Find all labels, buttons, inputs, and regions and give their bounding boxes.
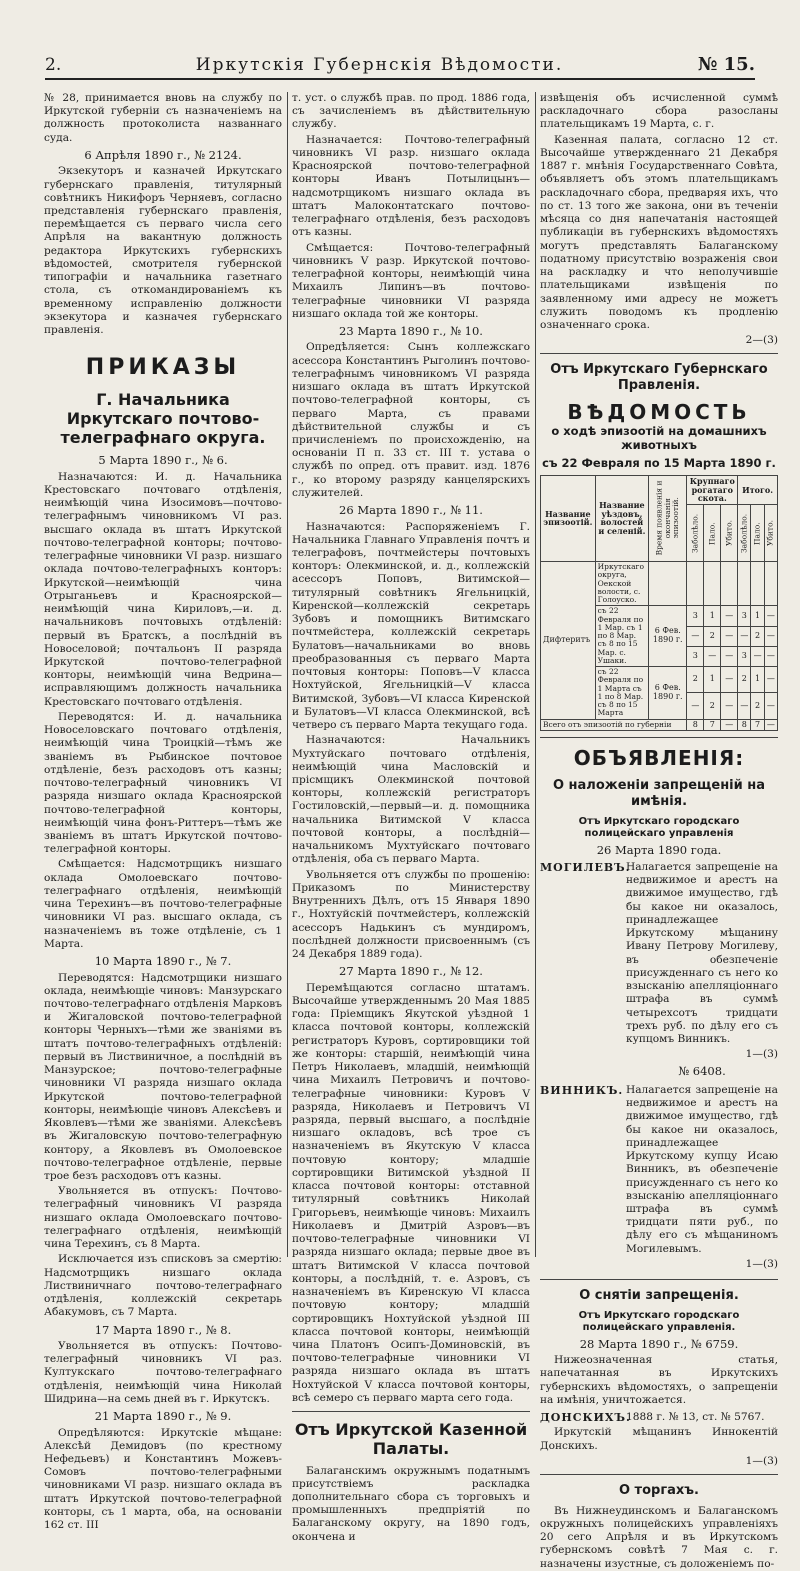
table-cell: — (721, 626, 738, 646)
section-subheading: О наложеніи запрещеній на имѣнія. (552, 778, 766, 810)
table-header: Время появленія и окончанія эпизоотій. (649, 475, 687, 561)
table-cell: Дифтеритъ (541, 562, 596, 720)
paragraph: Увольняется въ отпускъ: Почтово-телеграфный чиновникъ VI разряда низшаго оклада Омолоевскаго почтово-телеграфнаго отдѣленія, неимѣющій чина Терехинъ, съ 8 Марта. (44, 1185, 282, 1251)
table-cell (704, 562, 721, 606)
announcement-name: ВИННИКЪ. (540, 1083, 624, 1097)
table-header: Пало. (751, 505, 764, 562)
announcement-text: Налагается запрещеніе на недвижимое и арестъ на движимое имущество, гдѣ бы какое ни оказалось, принадлежащее Иркутскому купцу Исаю Винникъ, въ обезпеченіе присужденнаго съ него ко взысканію апелляціоннаго штрафа въ суммѣ тридцати пяти руб., по дѣлу его съ мѣщаниномъ Могилевымъ. (626, 1083, 778, 1255)
table-cell (764, 562, 777, 606)
table-row (541, 562, 778, 606)
section-heading: ОБЪЯВЛЕНІЯ: (573, 746, 745, 771)
table-cell: 3 (738, 646, 751, 666)
paragraph: Увольняется въ отпускъ: Почтово-телеграфный чиновникъ VI раз. Култукскаго почтово-телеграфнаго отдѣленія, неимѣющій чина Николай Шидрина—на семь дней въ г. Иркутскъ. (44, 1339, 282, 1405)
paragraph: Опредѣляется: Сынъ коллежскаго асессора Константинъ Рыголинъ почтово-телеграфнымъ чиновникомъ VI разряда низшаго оклада въ штатъ Иркутской почтово-телеграфной конторы, съ перваго Марта, съ правами дѣйствительной службы и съ причисленіемъ по происхожденію, на основаніи П п. 33 ст. III т. устава о службѣ по опред. отъ правит. изд. 1876 г., ко второму разряду канцелярскихъ служителей. (292, 341, 530, 499)
table-cell: — (764, 626, 777, 646)
paragraph: Назначается: Почтово-телеграфный чиновникъ VI разр. низшаго оклада Красноярской почтово-телеграфной конторы Иванъ Потылицынъ—надсмотрщикомъ низшаго оклада въ штатъ Малоконтатскаго почтово-телеграфнаго отдѣленія, безъ расходовъ отъ казны. (292, 133, 530, 239)
table-header: Название уѣздовъ, волостей и селеній. (595, 475, 649, 561)
paragraph: Назначаются: Распоряженіемъ Г. Начальника Главнаго Управленія почтъ и телеграфовъ, почтмейстеры почтовыхъ конторъ: Олекминской, и. д., коллежскій асессоръ Поповъ, Витимской—титулярный совѣтникъ Ягельницкій, Киренской—коллежскій секретарь Зубовъ и помощникъ Витимскаго почтмейстера, коллежскій секретарь Булатовъ—начальниками во вновь преобразованныя съ перваго Марта почтовыя конторы: Поповъ—V класса Нохтуйской, Ягельницкій—V класса Витимской, Зубовъ—VI класса Киренской и Булатовъ—VI класса Олекминской, всѣ четверо съ перваго Марта текущаго года. (292, 520, 530, 732)
table-cell: — (764, 667, 777, 693)
table-cell: съ 22 Февраля по 1 Марта съ 1 по 8 Мар. съ 8 по 15 Марта (595, 667, 649, 720)
report-title: ВѢДОМОСТЬ (567, 399, 751, 424)
table-header: Название эпизоотій. (541, 475, 596, 561)
order-date: 10 Марта 1890 г., № 7. (94, 954, 232, 969)
table-cell: 3 (687, 646, 704, 666)
table-cell: — (721, 667, 738, 693)
table-cell: — (738, 693, 751, 719)
announcement (540, 861, 778, 1080)
column-3 (540, 92, 778, 1570)
table-cell: 6 Фев. 1890 г. (649, 667, 687, 720)
column-2 (292, 92, 530, 1543)
table-header: Убито. (721, 505, 738, 562)
divider (540, 353, 778, 354)
ad-date: 28 Марта 1890 г., № 6759. (579, 1336, 739, 1351)
section-subheading: О торгахъ. (618, 1483, 699, 1499)
table-cell: — (721, 646, 738, 666)
table-cell: 1 (704, 667, 721, 693)
order-date: 5 Марта 1890 г., № 6. (98, 453, 228, 468)
table-header: Убито. (764, 505, 777, 562)
paragraph: т. уст. о службѣ прав. по прод. 1886 года, съ зачисленіемъ въ дѣйствительную службу. (292, 92, 530, 131)
table-cell: — (721, 719, 738, 731)
issue-count: 1—(3) (745, 1454, 778, 1467)
paragraph: Смѣщается: Надсмотрщикъ низшаго оклада Омолоевскаго почтово-телеграфнаго отдѣленія, неимѣющій чина Терехинъ—въ почтово-телеграфные чиновники VI раз. высшаго оклада, съ назначеніемъ въ тоже отдѣленіе, съ 1 Марта. (44, 858, 282, 950)
table-cell: 2 (687, 667, 704, 693)
table-cell (649, 562, 687, 606)
paragraph: Смѣщается: Почтово-телеграфный чиновникъ V разр. Иркутской почтово-телеграфной конторы, неимѣющій чина Михаилъ Липинъ—въ почтово-телеграфные чиновники VI разряда низшаго оклада той же конторы. (292, 241, 530, 320)
table-cell: — (687, 693, 704, 719)
table-cell: 2 (738, 667, 751, 693)
page-number: 2. (45, 55, 62, 75)
announcement (540, 1084, 778, 1273)
table-cell: — (687, 626, 704, 646)
paragraph: Экзекуторъ и казначей Иркутскаго губернскаго правленія, титулярный совѣтникъ Никифоръ Черняевъ, согласно представленія губернскаго правленія, перемѣщается съ перваго числа сего Апрѣля на вакантную должность редактора Иркутскихъ губернскихъ вѣдомостей, смотрителя губернской типографіи и начальника газетнаго стола, съ откомандированіемъ къ временному исправленію должности экзекутора и казначея губернскаго правленія. (44, 165, 282, 337)
table-header: Заболѣло. (687, 505, 704, 562)
table-cell: — (721, 606, 738, 626)
table-cell: 7 (704, 719, 721, 731)
paragraph: Казенная палата, согласно 12 ст. Высочайше утвержденнаго 21 Декабря 1887 г. мнѣнія Государственнаго Совѣта, объявляетъ объ этомъ плательщикамъ раскладочнаго сбора, предваряя ихъ, что по ст. 13 того же закона, они въ теченіи мѣсяца со дня напечатанія настоящей публикаціи въ губернскихъ вѣдомостяхъ могутъ представлять Балаганскому податному присутствію возраженія свои на раскладку и что неполучившіе плательщиками извѣщенія по заявленному ими адресу не можетъ служить поводомъ къ продленію означеннаго срока. (540, 133, 778, 331)
column-divider (535, 92, 536, 1257)
table-cell (687, 562, 704, 606)
column-1 (44, 92, 282, 1532)
table-cell: 8 (687, 719, 704, 731)
table-header: Итого. (738, 475, 778, 504)
divider (540, 1474, 778, 1475)
table-cell: — (764, 606, 777, 626)
divider (292, 1411, 530, 1412)
issue-number: № 15. (697, 54, 755, 75)
table-header: Пало. (704, 505, 721, 562)
paragraph: Переводятся: И. д. начальника Новоселовскаго почтоваго отдѣленія, неимѣющій чина Троицкій—тѣмъ же званіемъ въ Рыбинское почтовое отдѣленіе, безъ расходовъ отъ казны; почтово-телеграфный чиновникъ VI разряда низшаго оклада Красноярской почтово-телеграфной конторы, неимѣющій чина фонъ-Риттеръ—тѣмъ же званіемъ въ штатъ Иркутской почтово-телеграфной конторы. (44, 710, 282, 856)
announcement-ref: 1888 г. № 13, ст. № 5767. (626, 1411, 765, 1424)
table-header: Заболѣло. (738, 505, 751, 562)
table-cell: 2 (751, 626, 764, 646)
newspaper-title: Иркутскія Губернскія Вѣдомости. (195, 55, 564, 75)
table-cell (721, 562, 738, 606)
table-cell: 2 (704, 693, 721, 719)
announcement-text: Налагается запрещеніе на недвижимое и арестъ на движимое имущество, гдѣ бы какое ни оказалось, принадлежащее Иркутскому мѣщанину Ивану Петрову Могилеву, въ обезпеченіе присужденнаго съ него ко взысканію апелляціоннаго штрафа въ суммѣ четырехсотъ тридцати трехъ руб. по дѣлу его съ купцомъ Винникъ. (626, 861, 778, 1046)
epizootic-table (540, 475, 778, 732)
table-cell: 1 (704, 606, 721, 626)
table-cell: 6 Фев. 1890 г. (649, 606, 687, 667)
paragraph: Нижеозначенная статья, напечатанная въ Иркутскихъ губернскихъ вѣдомостяхъ, о запрещеніи на имѣнія, уничтожается. (540, 1354, 778, 1406)
issue-count: 1—(3) (745, 1257, 778, 1270)
announcement-name: МОГИЛЕВЪ. (540, 861, 631, 875)
table-total-row (541, 719, 778, 731)
paragraph: Переводятся: Надсмотрщики низшаго оклада, неимѣющіе чиновъ: Манзурскаго почтово-телеграфнаго отдѣленія Марковъ и Жигаловской почтово-телеграфной конторы Черныхъ—тѣми же званіями въ штатъ почтово-телеграфныхъ отдѣленій: первый въ Листвиничное, а послѣдній въ Манзурское; почтово-телеграфные чиновники VI разряда низшаго оклада Иркутской почтово-телеграфной конторы, неимѣющіе чиновъ Алексѣевъ и Яковлевъ—тѣми же званіями. Алексѣевъ въ Жигаловскую почтово-телеграфную контору, а Яковлевъ въ Омолоевское почтово-телеграфное отдѣленіе, первые трое безъ расходовъ отъ казны. (44, 971, 282, 1183)
paragraph: № 28, принимается вновь на службу по Иркутской губерніи съ назначеніемъ на должность протоколиста названнаго суда. (44, 92, 282, 144)
table-cell: съ 22 Февраля по 1 Мар. съ 1 по 8 Мар. съ 8 по 15 Мар. с. Ушаки. (595, 606, 649, 667)
issue-count: 1—(3) (745, 1048, 778, 1061)
section-heading: ПРИКАЗЫ (85, 355, 241, 381)
table-cell: 7 (751, 719, 764, 731)
paragraph: Назначаются: И. д. Начальника Крестовскаго почтоваго отдѣленія, неимѣющій чина Изосимовъ—почтово-телеграфнымъ чиновникомъ VI раз. высшаго оклада въ штатъ Иркутской почтово-телеграфной конторы; почтово-телеграфные чиновники VI разр. низшаго оклада почтово-телеграфныхъ конторъ: Иркутской—неимѣющій чина Отрыганьевъ и Красноярской—неимѣющій чина Кириловъ,—и. д. начальниковъ почтовыхъ отдѣленій: первый въ Братскъ, а послѣдній въ Новоселовой; почтальонъ II разряда Иркутской почтово-телеграфной конторы, неимѣющій чина Ведрина—исправляющимъ должность начальника Крестовскаго почтоваго отдѣленія. (44, 470, 282, 708)
announcement-name: ДОНСКИХЪ. (540, 1411, 631, 1425)
order-date: 26 Марта 1890 г., № 11. (339, 503, 483, 518)
paragraph: Исключается изъ списковъ за смертію: Надсмотрщикъ низшаго оклада Листвиничнаго почтово-телеграфнаго отдѣленія, коллежскій секретарь Абакумовъ, съ 7 Марта. (44, 1253, 282, 1319)
divider (540, 737, 778, 738)
ad-number: № 6408. (678, 1063, 726, 1078)
table-cell: — (764, 646, 777, 666)
paragraph: Опредѣляются: Иркутскіе мѣщане: Алексѣй Демидовъ (по крестному Нефедьевъ) и Константинъ Можевъ-Сомовъ почтово-телеграфными чиновниками VI разр. низшаго оклада въ штатъ Иркутской почтово-телеграфной конторы, съ 1 марта, оба, на основаніи 162 ст. III (44, 1426, 282, 1532)
paragraph: Иркутскій мѣщанинъ Иннокентій Донскихъ. (540, 1426, 778, 1452)
order-date: 21 Марта 1890 г., № 9. (94, 1409, 232, 1424)
source-line: Отъ Иркутскаго городскаго полицейскаго управленія (578, 815, 740, 839)
table-cell: Иркутскаго округа, Оекской волости, с. Голоуско. (595, 562, 649, 606)
table-cell: 3 (687, 606, 704, 626)
order-date: 27 Марта 1890 г., № 12. (339, 964, 483, 979)
divider (540, 1279, 778, 1280)
report-subtitle: о ходѣ эпизоотій на домашнихъ животныхъ (551, 423, 767, 453)
table-cell: — (738, 626, 751, 646)
table-cell: 1 (751, 667, 764, 693)
report-period: съ 22 Февраля по 15 Марта 1890 г. (542, 456, 776, 471)
section-heading: Отъ Иркутской Казенной Палаты. (294, 1420, 528, 1459)
table-cell: — (704, 646, 721, 666)
table-cell: — (721, 693, 738, 719)
table-cell: 2 (704, 626, 721, 646)
paragraph: извѣщенія объ исчисленной суммѣ раскладочнаго сбора разосланы плательщикамъ 19 Марта, с. г. (540, 92, 778, 131)
section-subheading: Г. Начальника Иркутскаго почтово-телеграфнаго округа. (60, 389, 266, 448)
order-date: 17 Марта 1890 г., № 8. (94, 1322, 232, 1337)
order-date: 6 Апрѣля 1890 г., № 2124. (84, 147, 242, 162)
source-line: Отъ Иркутскаго городскаго полицейскаго управленія. (578, 1309, 740, 1333)
table-cell: 1 (751, 606, 764, 626)
table-cell (751, 562, 764, 606)
section-heading: Отъ Иркутскаго Губернскаго Правленія. (550, 362, 768, 394)
paragraph: Увольняется отъ службы по прошенію: Приказомъ по Министерству Внутреннихъ Дѣлъ, отъ 15 Января 1890 г., Нохтуйскій почтмейстеръ, коллежскій асессоръ Надькинъ съ мундиромъ, послѣдней должности присвоеннымъ (съ 24 Декабря 1889 года). (292, 868, 530, 961)
page-header (45, 50, 755, 80)
column-divider (287, 92, 288, 1257)
issue-count: 2—(3) (745, 334, 778, 347)
ad-date: 26 Марта 1890 года. (596, 842, 722, 857)
paragraph: Назначаются: Начальникъ Мухтуйскаго почтоваго отдѣленія, неимѣющій чина Масловскій и прісмщикъ Олекминской почтовой конторы, коллежскій регистраторъ Гостиловскій,—первый—и. д. помощника начальника Витимской V класса почтовой конторы, а послѣдній—начальникомъ Мухтуйскаго почтоваго отдѣленія, оба съ перваго Марта. (292, 734, 530, 866)
table-cell: — (751, 646, 764, 666)
paragraph: Перемѣщаются согласно штатамъ. Высочайше утвержденнымъ 20 Мая 1885 года: Пріемщикъ Якутской уѣздной 1 класса почтовой конторы, коллежскій регистраторъ Куровъ, сортировщики той же конторы: старшій, неимѣющій чина Петръ Николаевъ, младшій, неимѣющій чина Михаилъ Петровичъ и почтово-телеграфные чиновники: Куровъ V разряда, Николаевъ и Петровичъ VI разряда, первый высшаго, а послѣдніе низшаго окладовъ, всѣ трое съ назначеніемъ въ Якутскую V класса почтовую контору; младшіе сортировщики Витимской уѣздной II класса почтовой конторы: отставной титулярный совѣтникъ Николай Григорьевъ, неимѣющіе чиновъ: Михаилъ Николаевъ и Дмитрій Азровъ—въ почтово-телеграфные чиновники VI разряда низшаго оклада; первые двое въ штатъ Витимской V класса почтовой конторы, а послѣдній, т. е. Азровъ, съ назначеніемъ въ Киренскую VI класса почтовую контору; младшій сортировщикъ Нохтуйской уѣздной III класса почтовой конторы, неимѣющій чина Платонъ Осипъ-Доминовскій, въ почтово-телеграфные чиновники VI разряда низшаго оклада въ штатъ Нохтуйской V класса почтовой конторы, всѣ семеро съ перваго марта сего года. (292, 981, 530, 1404)
table-cell: — (764, 693, 777, 719)
table-cell: 3 (738, 606, 751, 626)
section-subheading: О снятіи запрещенія. (579, 1288, 739, 1304)
order-date: 23 Марта 1890 г., № 10. (339, 323, 483, 338)
paragraph: Въ Нижнеудинскомъ и Балаганскомъ окружныхъ полицейскихъ управленіяхъ 20 сего Апрѣля и въ Иркутскомъ губернскомъ совѣтѣ 7 Мая с. г. назначены изустные, съ доложеніемъ по- (540, 1504, 778, 1570)
table-cell: 8 (738, 719, 751, 731)
table-cell: Всего отъ эпизоотій по губерніи (541, 719, 687, 731)
table-cell: 2 (751, 693, 764, 719)
table-cell (738, 562, 751, 606)
paragraph: Балаганскимъ окружнымъ податнымъ присутствіемъ раскладка дополнительнаго сбора съ торговыхъ и промышленныхъ предпріятій по Балаганскому округу, на 1890 годъ, окончена и (292, 1464, 530, 1543)
table-cell: — (764, 719, 777, 731)
table-header: Крупнаго рогатаго скота. (687, 475, 738, 504)
announcement (540, 1411, 778, 1426)
